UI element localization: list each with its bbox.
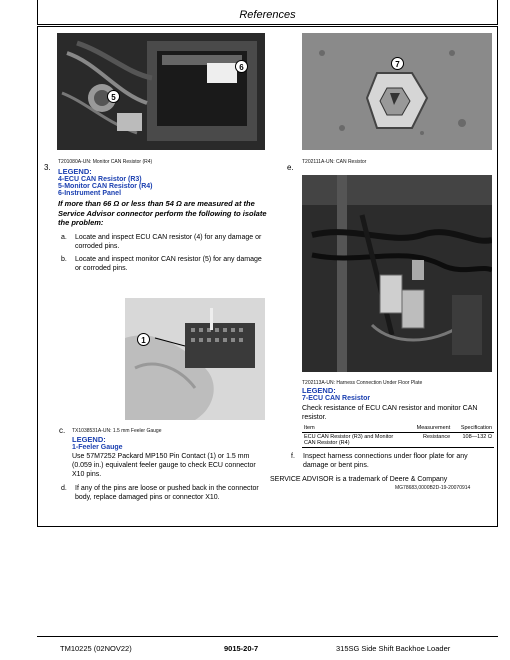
- footer-rule: [37, 636, 498, 637]
- footer-left: TM10225 (02NOV22): [60, 644, 132, 653]
- legend-item: 4-ECU CAN Resistor (R3): [58, 176, 142, 183]
- step-f-label: f.: [291, 453, 295, 460]
- step-c-text: Use 57M7252 Packard MP150 Pin Contact (1) or 1.5 mm (0.059 in.) equivalent feeler gauge to check ECU connector X10 pins.: [72, 453, 256, 478]
- connector-figure-caption: T202111A-UN: CAN Resistor: [302, 159, 367, 165]
- sub-b-text: Locate and inspect monitor CAN resistor (5) for any damage or corroded pins.: [75, 256, 262, 272]
- row-item: ECU CAN Resistor (R3) and Monitor CAN Resistor (R4): [302, 433, 408, 448]
- legend-title: LEGEND:: [302, 386, 336, 395]
- callout-6: 6: [235, 60, 248, 73]
- trademark-note: SERVICE ADVISOR is a trademark of Deere & Company: [270, 476, 448, 483]
- harness-connection-photo: [302, 175, 492, 372]
- callout-1: 1: [137, 333, 150, 346]
- step-3-legend: [58, 167, 268, 197]
- footer-right: 315SG Side Shift Backhoe Loader: [336, 644, 451, 653]
- col-spec: Specification: [452, 424, 494, 433]
- sub-a-label: a.: [61, 234, 67, 241]
- page-number: 9015-20-7: [224, 644, 259, 653]
- isolation-warning: If more than 66 Ω or less than 54 Ω are measured at the Service Advisor connector perform the following to isolate the problem:: [58, 199, 267, 227]
- page-title: References: [239, 9, 296, 21]
- monitor-figure-caption: T201080A-UN: Monitor CAN Resistor (R4): [58, 159, 153, 165]
- gauge-figure-caption: TX1038531A-UN: 1.5 mm Feeler Gauge: [72, 428, 162, 434]
- step-f-text: Inspect harness connections under floor plate for any damage or bent pins.: [303, 453, 468, 469]
- step-e-legend: [302, 386, 370, 402]
- legend-title: LEGEND:: [58, 167, 92, 176]
- legend-item: 1-Feeler Gauge: [72, 444, 123, 451]
- step-d-label: d.: [61, 485, 67, 492]
- feeler-gauge-photo: [125, 298, 265, 420]
- step-e-label: e.: [287, 163, 294, 172]
- legend-item: 7-ECU CAN Resistor: [302, 395, 371, 402]
- col-measurement: Measurement: [408, 424, 453, 433]
- sub-b-label: b.: [61, 256, 67, 263]
- col-item: Item: [302, 424, 408, 433]
- can-resistor-connector-photo: [302, 33, 492, 150]
- harness-figure-caption: T202113A-UN: Harness Connection Under Floor Plate: [302, 380, 423, 386]
- row-measurement: Resistance: [408, 433, 453, 448]
- resistance-spec-table: [302, 424, 494, 448]
- monitor-can-resistor-photo: [57, 33, 265, 150]
- step-d-text: If any of the pins are loose or pushed back in the connector body, replace damaged pins or connector X10.: [75, 485, 259, 501]
- callout-5: 5: [107, 90, 120, 103]
- sub-a-text: Locate and inspect ECU CAN resistor (4) for any damage or corroded pins.: [75, 234, 262, 250]
- legend-item: 6-Instrument Panel: [58, 190, 122, 197]
- step-e-text: Check resistance of ECU CAN resistor and monitor CAN resistor.: [302, 405, 478, 421]
- callout-7: 7: [391, 57, 404, 70]
- step-c-label: c.: [59, 426, 66, 435]
- step-3-number: 3.: [44, 163, 51, 172]
- document-code: MG78683,0000B2D-19-20070914: [395, 485, 471, 491]
- legend-title: LEGEND:: [72, 435, 106, 444]
- step-c-legend: [72, 435, 123, 451]
- legend-item: 5-Monitor CAN Resistor (R4): [58, 183, 153, 190]
- row-spec: 108—132 Ω: [452, 433, 494, 448]
